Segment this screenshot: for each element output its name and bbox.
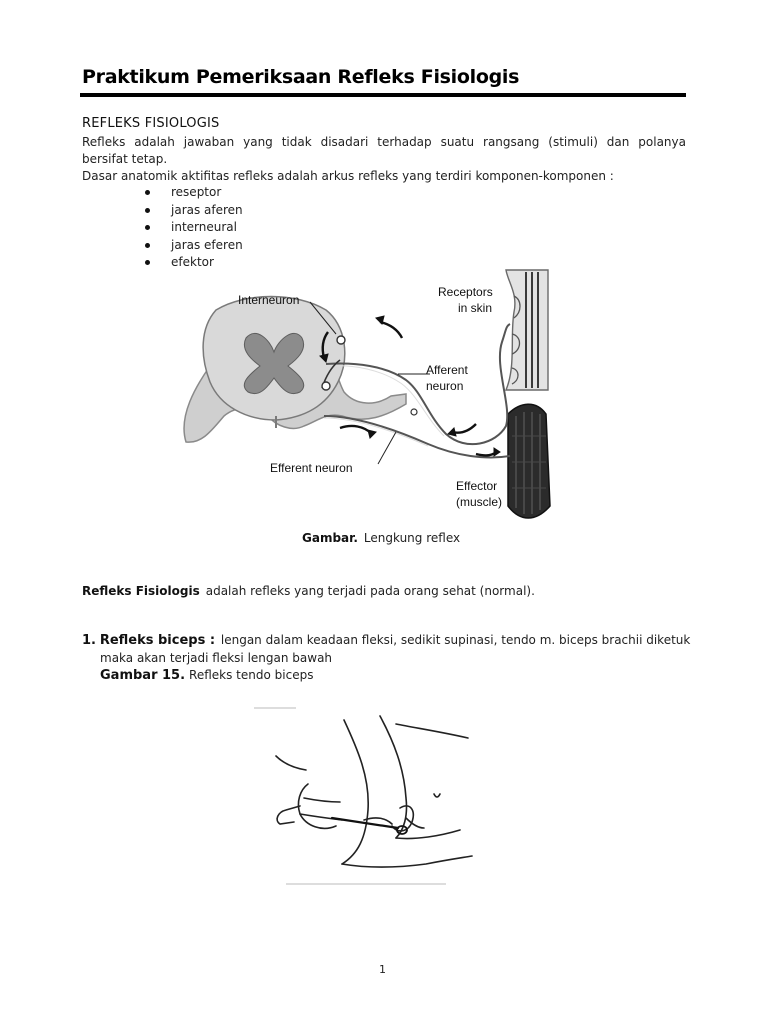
label-effector-line2: (muscle) — [456, 495, 503, 509]
page-title: Praktikum Pemeriksaan Refleks Fisiologis — [82, 66, 520, 88]
label-efferent-neuron: Efferent neuron — [270, 461, 353, 475]
bullet-icon — [145, 208, 150, 213]
list-item-text: interneural — [171, 220, 237, 235]
list-item-text: reseptor — [171, 185, 222, 199]
biceps-reflex-illustration — [246, 698, 478, 890]
bullet-icon — [145, 260, 150, 265]
caption-label: Gambar. — [302, 531, 358, 545]
bullet-icon — [145, 190, 150, 195]
section-heading: REFLEKS FISIOLOGIS — [82, 116, 220, 131]
spinal-cord-section — [184, 297, 406, 443]
list-item — [144, 237, 243, 255]
label-interneuron: Interneuron — [238, 293, 300, 307]
numbered-item-1 — [82, 633, 692, 648]
bullet-icon — [145, 243, 150, 248]
definition-line-2: bersifat tetap. — [82, 152, 168, 166]
fisiologis-text: adalah refleks yang terjadi pada orang sehat (normal). — [205, 584, 535, 598]
list-item-text: efektor — [171, 255, 214, 270]
caption-text: Lengkung reflex — [363, 531, 461, 545]
neuron-pathways — [322, 324, 510, 458]
bullet-icon — [145, 225, 150, 230]
item-name: Refleks biceps : — [99, 633, 216, 648]
label-afferent-line1: Afferent — [426, 363, 468, 377]
fisiologis-definition — [82, 584, 535, 598]
list-item — [144, 184, 243, 202]
list-item-text: jaras aferen — [171, 202, 243, 217]
title-underline — [80, 93, 686, 97]
skin-and-receptors — [506, 270, 548, 390]
figure-15-label — [100, 668, 313, 683]
reflex-arc-illustration — [176, 266, 566, 530]
dasar-anatomik-text: Dasar anatomik aktifitas refleks adalah arkus refleks yang terdiri komponen-komponen : — [82, 169, 614, 183]
fisiologis-term: Refleks Fisiologis — [82, 584, 200, 598]
item-text-line2: maka akan terjadi fleksi lengan bawah — [100, 651, 333, 665]
definition-line-1: Refleks adalah jawaban yang tidak disadari terhadap suatu rangsang (stimuli) dan polanya — [82, 135, 686, 149]
label-effector-line1: Effector — [456, 479, 498, 493]
page-number: 1 — [379, 963, 386, 976]
item-text-line1: lengan dalam keadaan fleksi, sedikit supinasi, tendo m. biceps brachii diketuk — [220, 633, 691, 647]
list-item — [144, 219, 243, 237]
figure-15-bold: Gambar 15. — [100, 668, 186, 683]
component-list — [144, 184, 243, 272]
label-receptors-line2: in skin — [458, 301, 493, 315]
item-number: 1. — [82, 633, 96, 648]
effector-muscle — [508, 404, 550, 518]
direction-arrows — [320, 316, 500, 456]
label-afferent-line2: neuron — [426, 379, 464, 393]
figure-caption — [302, 531, 460, 545]
list-item-text: jaras eferen — [171, 237, 243, 252]
figure-15-text: Refleks tendo biceps — [189, 668, 314, 682]
label-receptors-line1: Receptors — [438, 285, 493, 299]
list-item — [144, 202, 243, 220]
